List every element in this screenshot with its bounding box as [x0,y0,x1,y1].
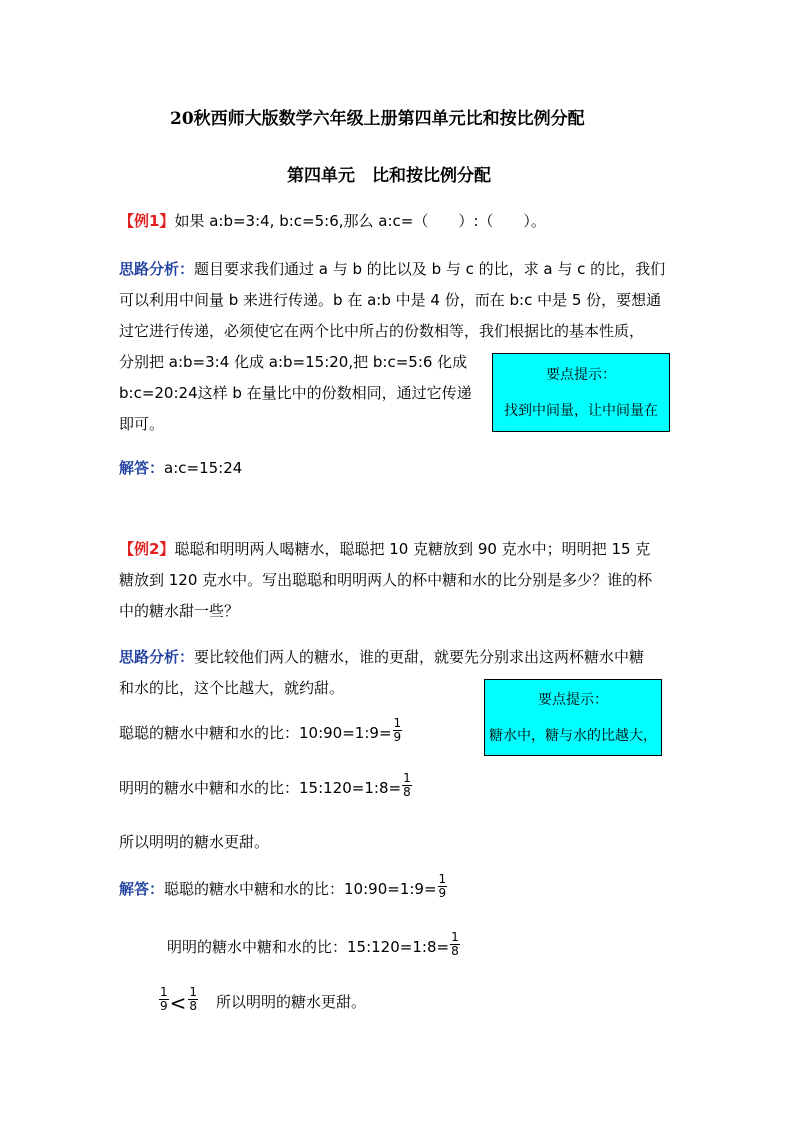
fraction-one-eighth [402,772,412,799]
fraction-denominator: 9 [438,886,447,900]
mingming-ratio-line [119,771,412,802]
fraction-one-ninth [159,986,169,1013]
example-1-analysis-text-1: 题目要求我们通过 a 与 b 的比以及 b 与 c 的比，求 a 与 c 的比，我们 [194,260,666,278]
example-2-answer-line-1 [119,872,447,903]
congcong-ratio-line [119,716,402,747]
less-than-sign: < [169,990,187,1015]
fraction-one-ninth [393,717,403,744]
fraction-numerator: 1 [438,872,447,886]
example-2-answer-line-2 [167,930,460,961]
fraction-numerator: 1 [403,771,411,785]
example-1-tip-box [492,353,670,432]
example-1-analysis-line-1 [119,259,665,279]
example-2-answer-comparison [158,985,367,1016]
fraction-numerator: 1 [393,716,402,730]
example-2-question-line-1 [119,539,650,559]
answer-congcong-text: 聪聪的糖水中糖和水的比：10:90=1:9= [164,880,437,898]
answer-mingming-text: 明明的糖水中糖和水的比：15:120=1:8= [167,938,450,956]
fraction-denominator: 9 [160,999,168,1013]
example-2-analysis-label: 思路分析： [119,648,195,666]
example-2-tip-title: 要点提示： [538,692,608,708]
example-1-question-text: 如果 a:b=3:4, b:c=5:6,那么 a:c=（ ）:（ ）。 [174,212,546,230]
example-1-label: 【例1】 [119,212,175,230]
example-2-answer-label: 解答： [119,880,165,898]
fraction-numerator: 1 [451,930,459,944]
congcong-ratio-text: 聪聪的糖水中糖和水的比：10:90=1:9= [119,724,392,742]
section-title: 第四单元 比和按比例分配 [287,166,491,186]
fraction-one-eighth [188,986,198,1013]
so-mingming-sweeter: 所以明明的糖水更甜。 [119,833,270,851]
example-2-question-text-1: 聪聪和明明两人喝糖水，聪聪把 10 克糖放到 90 克水中；明明把 15 克 [174,540,651,558]
example-2-label: 【例2】 [119,540,175,558]
example-1-analysis-line-4: 分别把 a:b=3:4 化成 a:b=15:20,把 b:c=5:6 化成 [119,353,468,371]
example-1-analysis-line-3: 过它进行传递，必须使它在两个比中所占的份数相等，我们根据比的基本性质， [119,322,645,340]
fraction-one-ninth [438,873,448,900]
example-1-answer-text: a:c=15:24 [164,459,243,477]
fraction-denominator: 8 [189,999,198,1013]
example-1-analysis-line-6: 即可。 [119,415,165,433]
example-2-tip-box [484,679,662,756]
example-2-analysis-line-2: 和水的比，这个比越大，就约甜。 [119,679,345,697]
document-title: 20秋西师大版数学六年级上册第四单元比和按比例分配 [170,109,585,129]
example-1-analysis-line-5: b:c=20:24这样 b 在量比中的份数相同，通过它传递 [119,384,472,402]
example-2-question-line-3: 中的糖水甜一些？ [119,602,240,620]
fraction-denominator: 8 [403,785,411,799]
example-1-tip-title: 要点提示： [546,367,616,383]
fraction-denominator: 8 [451,944,459,958]
example-1-answer-label: 解答： [119,459,165,477]
example-1-answer [119,458,242,478]
answer-final-text: 所以明明的糖水更甜。 [216,993,367,1011]
example-2-question-line-2: 糖放到 120 克水中。写出聪聪和明明两人的杯中糖和水的比分别是多少？谁的杯 [119,571,653,589]
fraction-numerator: 1 [160,985,168,999]
fraction-denominator: 9 [393,730,402,744]
fraction-one-eighth [450,931,460,958]
example-1-analysis-line-2: 可以利用中间量 b 来进行传递。b 在 a:b 中是 4 份，而在 b:c 中是 5 份，要想通 [119,291,662,309]
example-1-analysis-label: 思路分析： [119,260,195,278]
example-1-question [119,211,546,231]
example-2-tip-body: 糖水中，糖与水的比越大， [489,728,657,744]
mingming-ratio-text: 明明的糖水中糖和水的比：15:120=1:8= [119,779,402,797]
example-1-tip-body: 找到中间量，让中间量在 [504,403,658,419]
fraction-numerator: 1 [189,985,198,999]
example-2-analysis-text-1: 要比较他们两人的糖水，谁的更甜，就要先分别求出这两杯糖水中糖 [194,648,645,666]
example-2-analysis-line-1 [119,647,644,667]
